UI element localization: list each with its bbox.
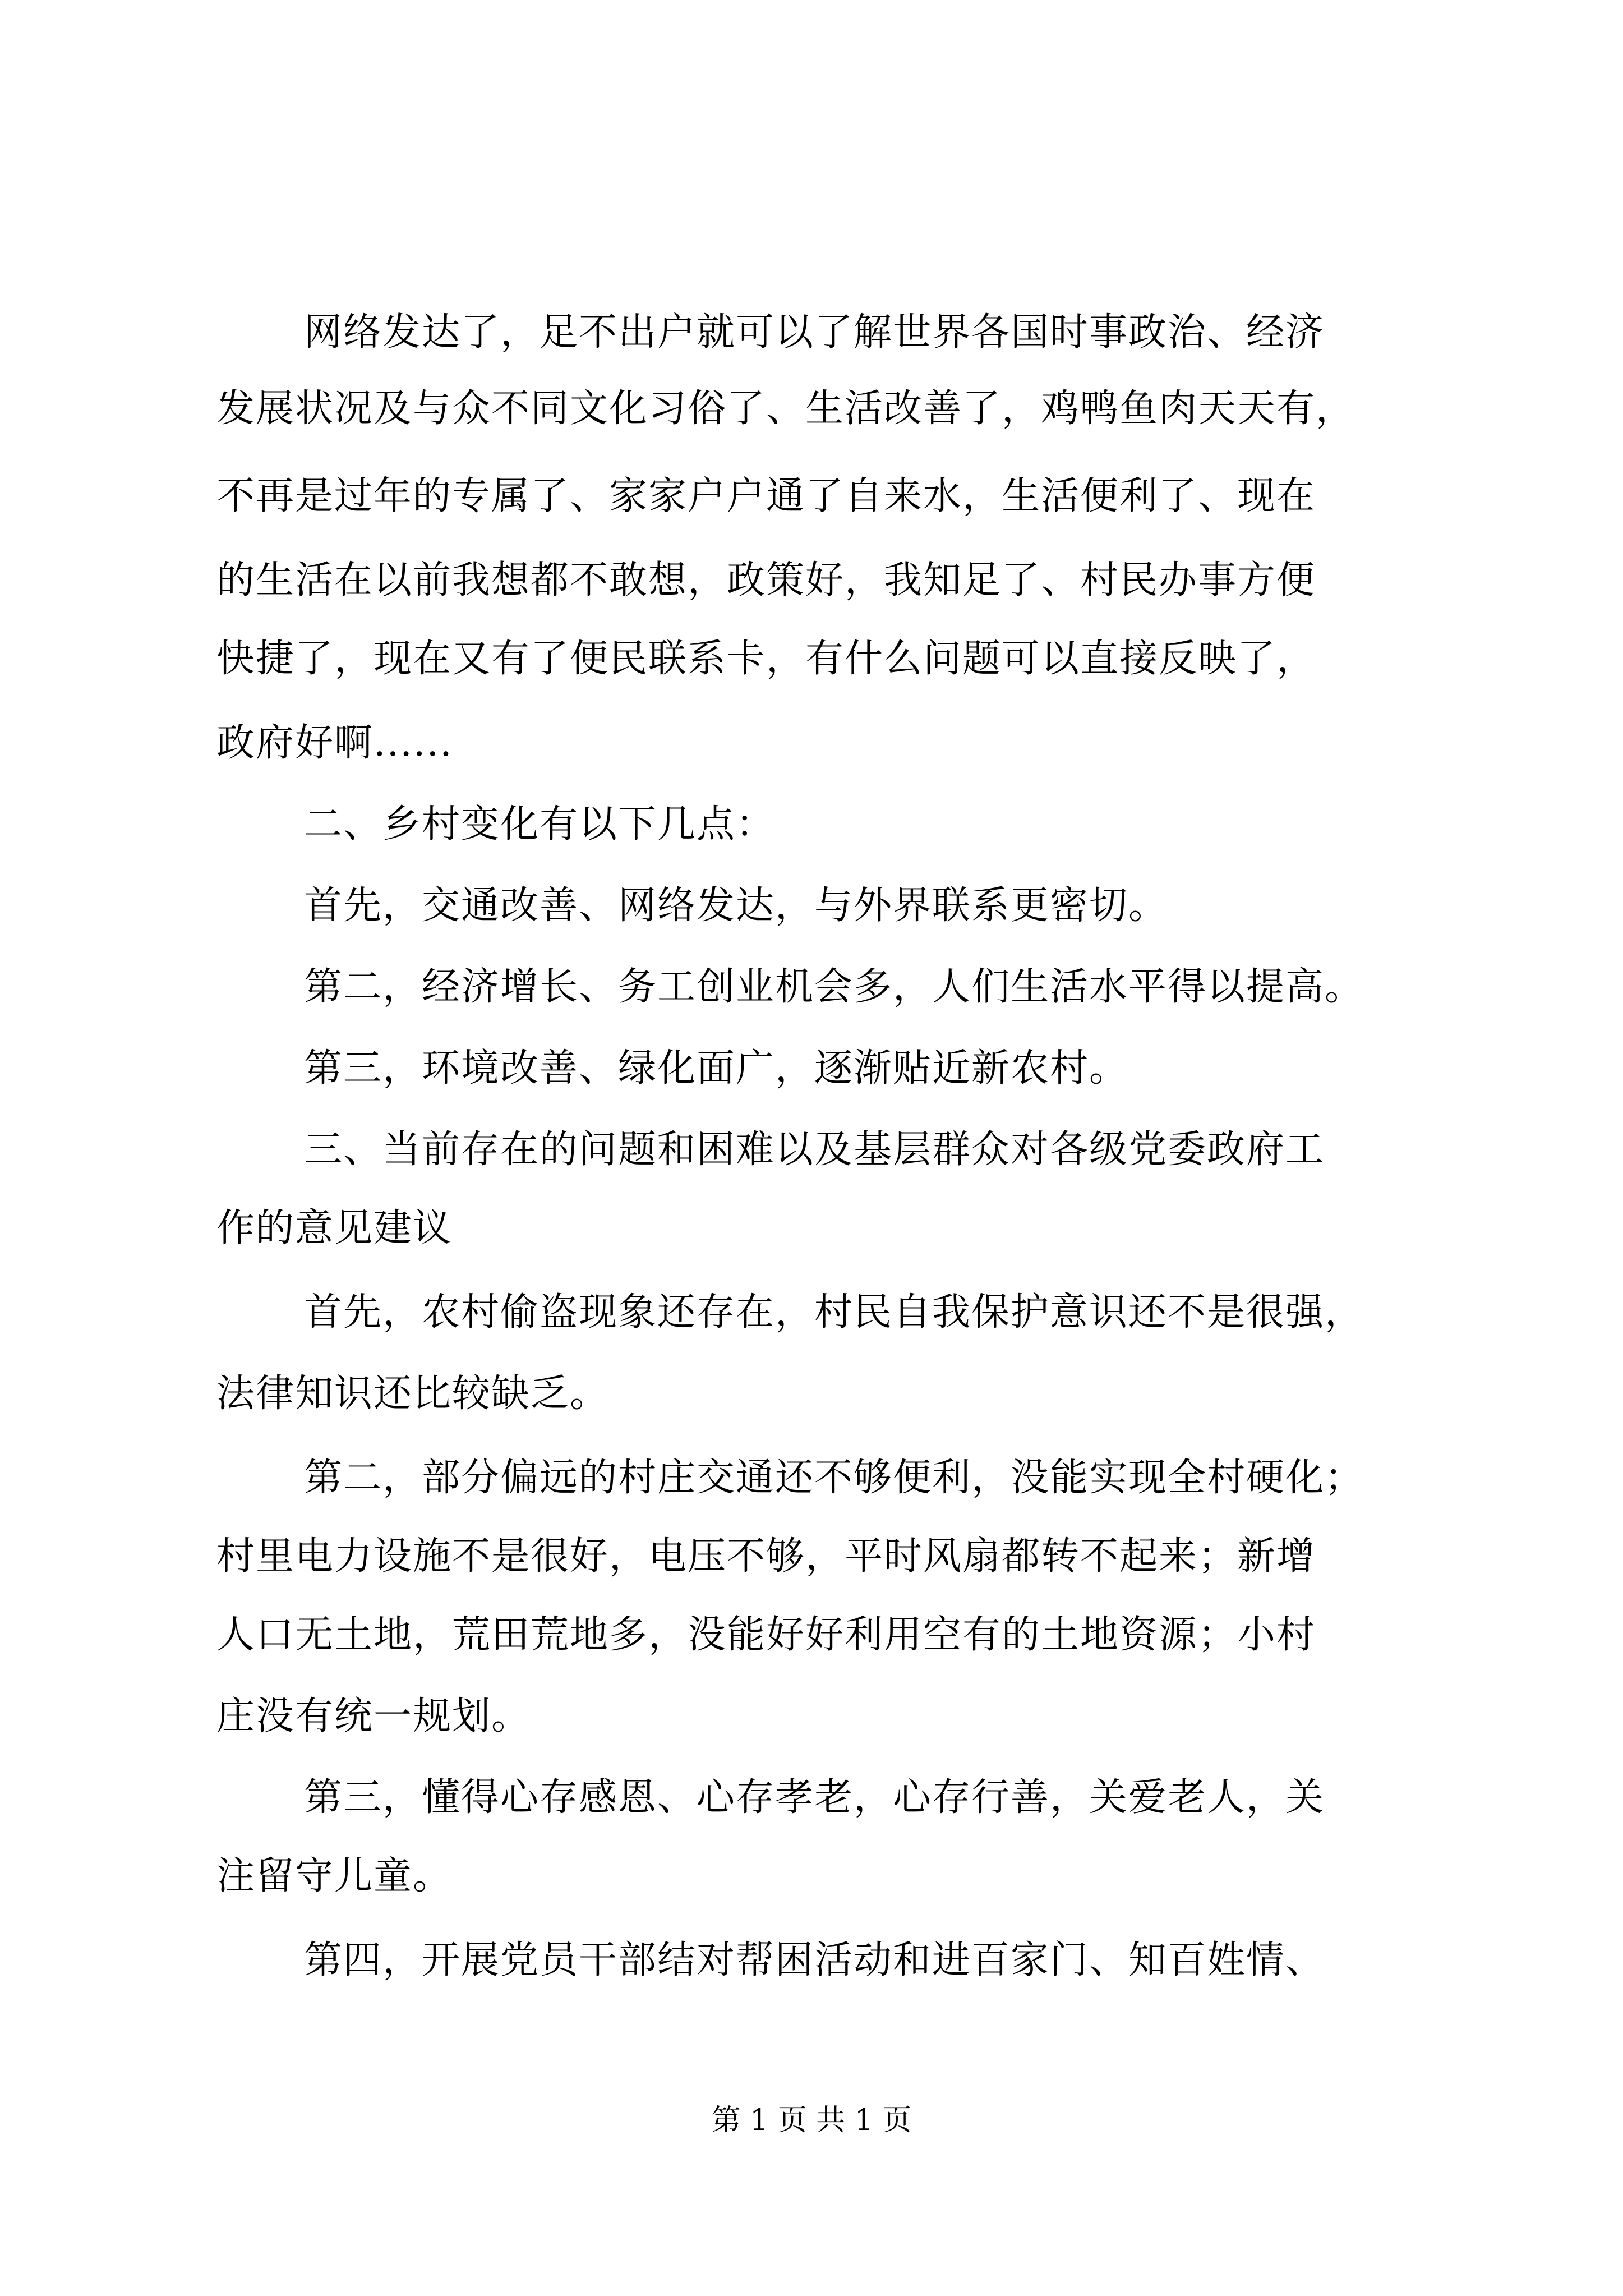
- text-line-9: 第二，经济增长、务工创业机会多，人们生活水平得以提高。: [304, 965, 1364, 1009]
- text-line-6: 政府好啊......: [216, 721, 453, 765]
- text-line-13: 首先，农村偷盗现象还存在，村民自我保护意识还不是很强，: [304, 1290, 1364, 1335]
- text-line-4: 的生活在以前我想都不敢想，政策好，我知足了、村民办事方便: [216, 558, 1316, 602]
- text-line-20: 注留守儿童。: [216, 1854, 453, 1898]
- page-number-footer: 第 1 页 共 1 页: [711, 2104, 912, 2137]
- text-line-19: 第三，懂得心存感恩、心存孝老，心存行善，关爱老人，关: [304, 1775, 1325, 1820]
- section-heading-3: 三、当前存在的问题和困难以及基层群众对各级党委政府工: [304, 1128, 1325, 1172]
- text-line-17: 人口无土地，荒田荒地多，没能好好利用空有的土地资源；小村: [216, 1613, 1316, 1657]
- text-line-16: 村里电力设施不是很好，电压不够，平时风扇都转不起来；新增: [216, 1534, 1316, 1579]
- text-line-21: 第四，开展党员干部结对帮困活动和进百家门、知百姓情、: [304, 1938, 1325, 1982]
- text-line-1: 网络发达了，足不出户就可以了解世界各国时事政治、经济: [304, 310, 1325, 355]
- text-line-10: 第三，环境改善、绿化面广，逐渐贴近新农村。: [304, 1046, 1129, 1091]
- text-line-3: 不再是过年的专属了、家家户户通了自来水，生活便利了、现在: [216, 474, 1316, 518]
- text-line-12: 作的意见建议: [216, 1206, 453, 1250]
- text-line-8: 首先，交通改善、网络发达，与外界联系更密切。: [304, 884, 1168, 928]
- text-line-18: 庄没有统一规划。: [216, 1694, 531, 1738]
- text-line-15: 第二，部分偏远的村庄交通还不够便利，没能实现全村硬化；: [304, 1456, 1364, 1500]
- text-line-2: 发展状况及与众不同文化习俗了、生活改善了，鸡鸭鱼肉天天有，: [216, 386, 1355, 431]
- section-heading-2: 二、乡村变化有以下几点：: [304, 802, 776, 846]
- text-line-5: 快捷了，现在又有了便民联系卡，有什么问题可以直接反映了，: [216, 637, 1316, 681]
- text-line-14: 法律知识还比较缺乏。: [216, 1372, 610, 1416]
